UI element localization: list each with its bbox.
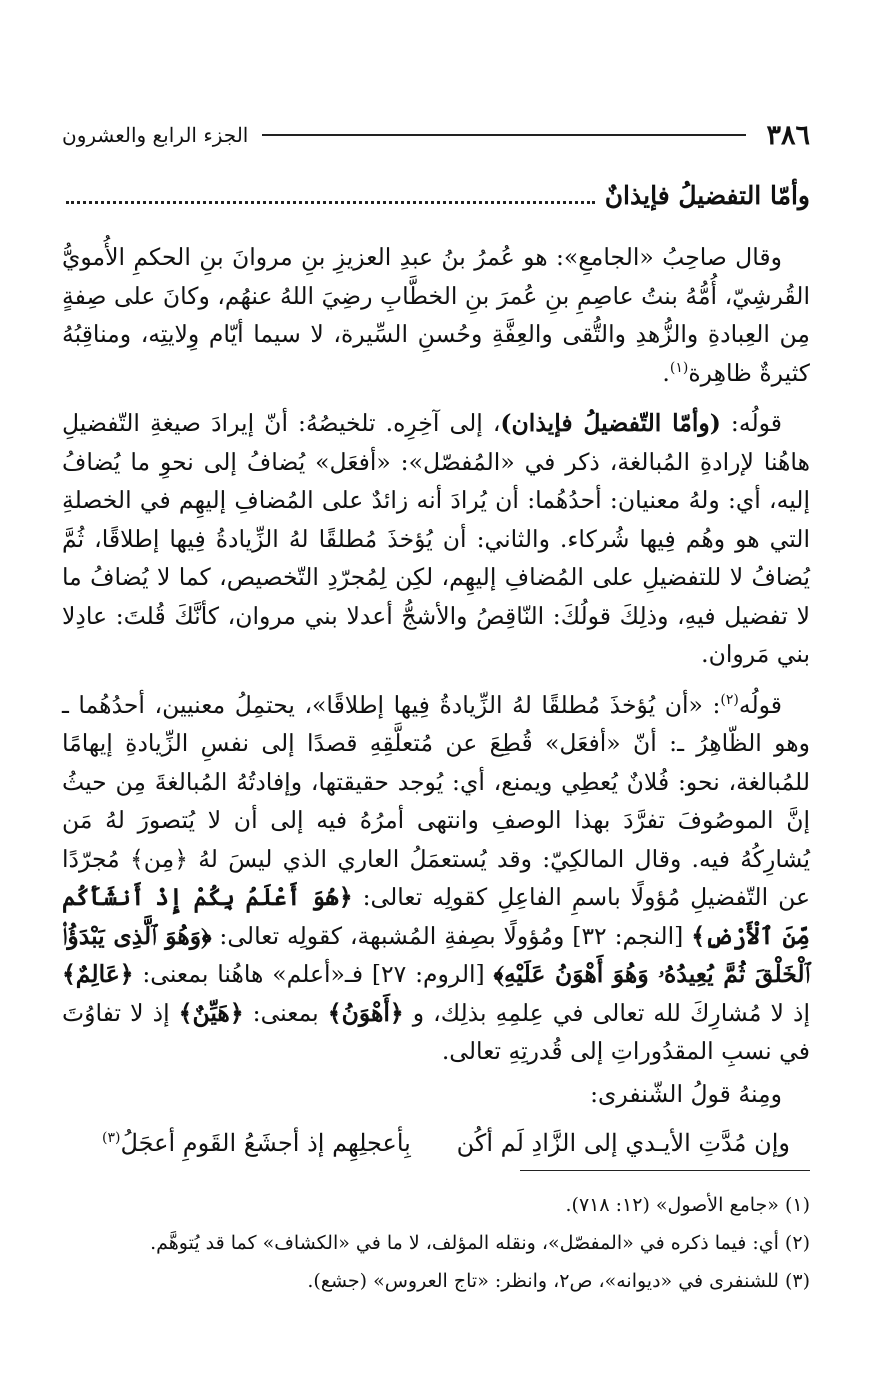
paragraph-3-text-b: [النجم: ٣٢] ومُؤولًا بصِفةِ المُشبهة، كقولِه تعالى: [211,921,692,950]
paragraph-3-text-c: [الروم: ٢٧] فـ«أعلم» هاهُنا بمعنى: [133,960,494,988]
footnote-separator [520,1170,810,1171]
quran-verse-rum: ﴿وَهُوَ ٱلَّذِى يَبْدَؤُا۟ ٱلْخَلْقَ ثُمَّ يُعِيدُهُۥ وَهُوَ أَهْوَنُ عَلَيْهِ﴾ [62,921,810,988]
footnote-2: (٢) أي: فيما ذكره في «المفصّل»، ونقله المؤلف، لا ما في «الكشاف» كما قد يُتوهَّم. [150,1232,810,1254]
running-header [62,118,810,152]
section-heading [62,172,810,218]
quran-word-hayyin: ﴿هَيِّنٌ﴾ [178,998,244,1027]
paragraph-3-text-a: : «أن يُؤخذَ مُطلقًا لهُ الزِّيادةُ فِيها إطلاقًا»، يحتمِلُ معنيين، أحدُهُما ـ وهو الظّاهِرُ ـ: أنّ «أفعَل» قُطِعَ عن مُتعلَّقِهِ قصدًا إلى نفسِ الزِّيادةِ إيهامًا للمُبالغة، نحو: فُلانٌ يُعطِي ويمنع، أي: يُوجد حقيقتها، وإفادتُهُ المُبالغةَ مِن حيثُ إنَّ الموصُوفَ تفرَّدَ بهذا الوصفِ وانتهى أمرُهُ فيه إلى أن لا يُتصورَ لهُ مَن يُشارِكُهُ فيه. وقال المالكِيّ: وقد يُستعمَلُ العاري الذي ليسَ لهُ ﴿مِن﴾ مُجرّدًا عن التّفضيلِ مُؤولًا باسمِ الفاعِلِ كقولِه تعالى: [62,690,810,911]
paragraph-1-text: وقال صاحِبُ «الجامعِ»: هو عُمرُ بنُ عبدِ العزيزِ بنِ مروانَ بنِ الحكمِ الأُمويُّ القُرشِيّ، أُمُّهُ بنتُ عاصِمِ بنِ عُمرَ بنِ الخطَّابِ رضِيَ اللهُ عنهُم، وكانَ على صِفةٍ مِن العِبادةِ والزُّهدِ والتُّقى والعِفَّةِ وحُسنِ السِّيرة، لا سيما أيّام وِلايتِه، ومناقِبُهُ كثيرةٌ ظاهِرة [62,243,810,387]
verse-intro: ومِنهُ قولُ الشّنفرى: [590,1079,782,1108]
footnote-ref-2[interactable]: (٢) [720,691,739,708]
paragraph-1-end: . [662,358,670,387]
footnote-1: (١) «جامع الأصول» (١٢: ٧١٨). [565,1194,810,1216]
header-rule [262,134,746,136]
quran-verse-najm: ﴿هُوَ أَعْلَمُ بِكُمْ إِذْ أَنشَأَكُم مِّنَ ٱلْأَرْضِ﴾ [62,883,810,950]
part-title: الجزء الرابع والعشرون [62,123,249,147]
paragraph-3 [62,686,810,1071]
footnote-ref-3[interactable]: (٣) [102,1130,121,1146]
section-title: وأمّا التفضيلُ فإيذانٌ [604,180,810,210]
footnotes [62,1188,810,1302]
poetry-verse [62,1123,810,1163]
paragraph-2-lead: قولُه: [720,409,782,437]
paragraph-2 [62,404,810,674]
paragraph-1 [62,238,810,392]
footnote-ref-1[interactable]: (١) [669,359,689,376]
paragraph-3-text-d: إذ لا مُشارِكَ لله تعالى في عِلمِهِ بذلِك، و [403,998,811,1027]
quran-word-ahwan: ﴿أَهْوَنُ﴾ [327,998,404,1027]
footnote-3: (٣) للشنفرى في «ديوانه»، ص٢، وانظر: «تاج العروس» (جشع). [307,1270,810,1292]
verse-second-hemistich-wrap [102,1123,411,1163]
book-page [62,0,810,1397]
paragraph-2-quoted-matn: (وأمّا التّفضيلُ فإيذان) [500,409,721,437]
body-text [62,238,810,1163]
verse-second-hemistich: بِأعجلِهِم إذ أجشَعُ القَومِ أعجَلُ [120,1129,411,1157]
paragraph-3-text-e: بمعنى: [243,998,328,1027]
paragraph-2-text: ، إلى آخِرِه. تلخيصُهُ: أنّ إيرادَ صيغةِ التّفضيلِ هاهُنا لإرادةِ المُبالغة، ذكر في «المُفصّل»: «أفعَل» يُضافُ إلى نحوِ ما يُضافُ إليه، أي: ولهُ معنيان: أحدُهُما: أن يُرادَ أنه زائدٌ على المُضافِ إليهِم في الخصلةِ التي هو وهُم فِيها شُركاء. والثاني: أن يُؤخذَ مُطلقًا لهُ الزِّيادةُ فِيها إطلاقًا، ثُمَّ يُضافُ لا للتفضيلِ على المُضافِ إليهِم، لكِن لِمُجرّدِ التّخصيص، كما لا يُضافُ ما لا تفضيل فيهِ، وذلِكَ قولُكَ: النّاقِصُ والأشجُّ أعدلا بني مروان، كأنَّكَ قُلتَ: عادِلا بني مَروان. [62,409,810,668]
paragraph-3-lead: قولُه [738,690,782,719]
quran-word-alim: ﴿عَالِمٌ﴾ [62,960,134,988]
section-dot-leader [66,201,595,204]
verse-first-hemistich: وإن مُدَّتِ الأيـدي إلى الزَّادِ لَم أكُن [456,1129,790,1157]
page-number: ٣٨٦ [766,119,810,151]
paragraph-3-text-f: إذ لا تفاوُتَ في نسبِ المقدُوراتِ إلى قُدرتِهِ تعالى. [62,998,810,1065]
